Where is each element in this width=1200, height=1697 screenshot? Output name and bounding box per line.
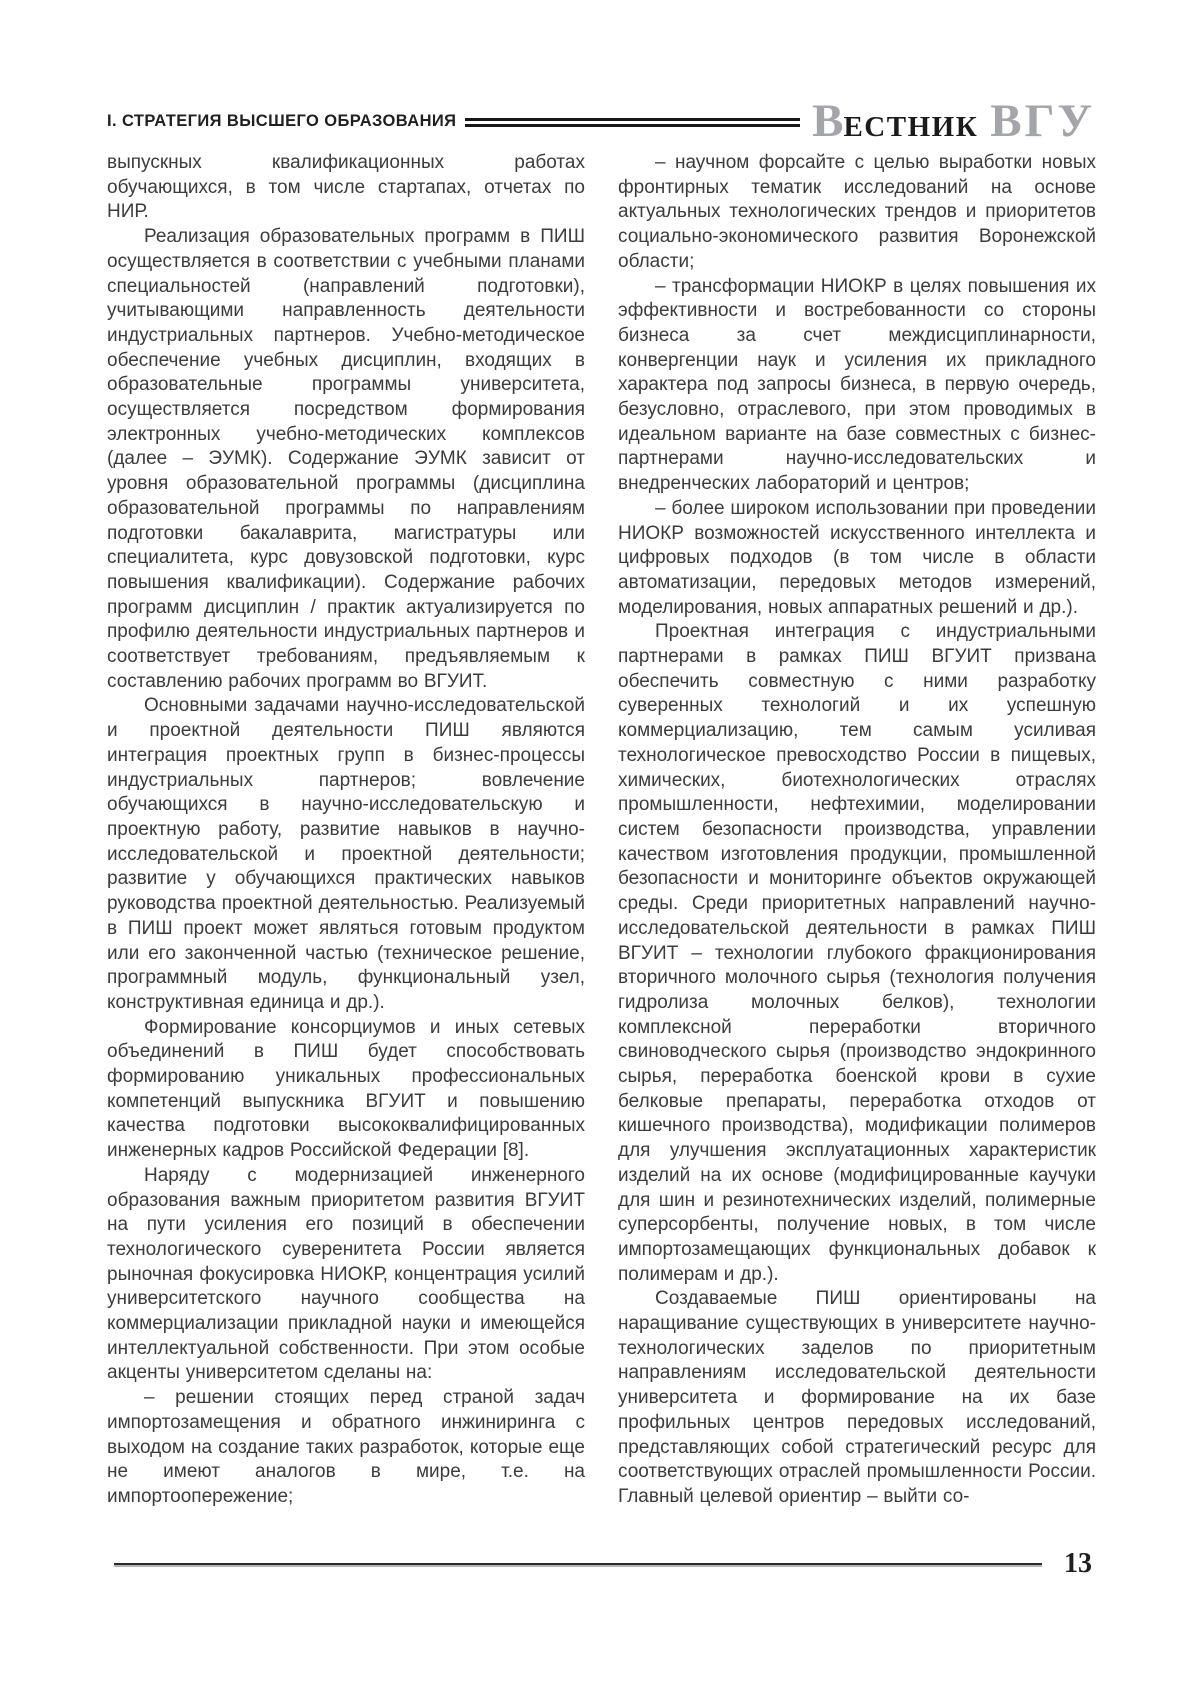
section-title: I. СТРАТЕГИЯ ВЫСШЕГО ОБРАЗОВАНИЯ <box>107 112 457 130</box>
paragraph: Реализация образовательных программ в ПИШ осуществляется в соответствии с учебными планами специальностей (направлений подготовки), учитывающими направленность деятельности индустриальных партнеров. Учебно-методическое обеспечение учебных дисциплин, входящих в образовательные программы университета, осуществляется посредством формирования электронных учебно-методических комплексов (далее – ЭУМК). Содержание ЭУМК зависит от уровня образовательной программы (дисциплина образовательной программы по направлениям подготовки бакалаврита, магистратуры или специалитета, курс довузовской подготовки, курс повышения квалификации). Содержание рабочих программ дисциплин / практик актуализируется по профилю деятельности индустриальных партнеров и соответствует требованиям, предъявляемым к составлению рабочих программ во ВГУИТ. <box>107 226 585 692</box>
right-column <box>618 151 1096 1510</box>
paragraph: – более широком использовании при проведении НИОКР возможностей искусственного интеллекта и цифровых подходов (в том числе в области автоматизации, передовых методов измерений, моделирования, новых аппаратных решений и др.). <box>618 497 1096 618</box>
journal-logo-abbr: ВГУ <box>990 95 1095 147</box>
journal-logo-rest: ЕСТНИК <box>843 111 979 143</box>
page-footer <box>114 1550 1092 1578</box>
page-header <box>107 95 1095 147</box>
paragraph: Проектная интеграция с индустриальными партнерами в рамках ПИШ ВГУИТ призвана обеспечить совместную с ними разработку суверенных технологий и их успешную коммерциализацию, тем самым усиливая технологическое превосходство России в пищевых, химических, биотехнологических отраслях промышленности, нефтехимии, моделировании систем безопасности производства, управлении качеством изготовления продукции, промышленной безопасности и мониторинге объектов окружающей среды. Среди приоритетных направлений научно-исследовательской деятельности в рамках ПИШ ВГУИТ – технологии глубокого фракционирования вторичного молочного сырья (технология получения гидролиза молочных белков), технологии комплексной переработки вторичного свиноводческого сырья (производство эндокринного сырья, переработка боенской крови в сухие белковые препараты, переработка отходов от кишечного производства), модификации полимеров для улучшения эксплуатационных характеристик изделий на их основе (модифицированные каучуки для шин и резинотехнических изделий, полимерные суперсорбенты, получение новых, в том числе импортозамещающих функциональных добавок к полимерам и др.). <box>618 621 1096 1285</box>
journal-logo-initial: В <box>812 95 844 147</box>
article-body <box>107 151 1096 1510</box>
page-number: 13 <box>1064 1548 1092 1579</box>
paragraph: – научном форсайте с целью выработки новых фронтирных тематик исследований на основе актуальных технологических трендов и приоритетов социально-экономического развития Воронежской области; <box>618 152 1096 272</box>
footer-rule <box>114 1563 1042 1566</box>
paragraph: выпускных квалификационных работах обучающихся, в том числе стартапах, отчетах по НИР. <box>107 152 585 223</box>
header-rule <box>465 118 800 127</box>
paragraph: Формирование консорциумов и иных сетевых объединений в ПИШ будет способствовать формированию уникальных профессиональных компетенций выпускника ВГУИТ и повышению качества подготовки высококвалифицированных инженерных кадров Российской Федерации [8]. <box>107 1016 585 1162</box>
paragraph: Наряду с модернизацией инженерного образования важным приоритетом развития ВГУИТ на пути усиления его позиций в обеспечении технологического суверенитета России является рыночная фокусировка НИОКР, концентрация усилий университетского научного сообщества на коммерциализации прикладной науки и имеющейся интеллектуальной собственности. При этом особые акценты университетом сделаны на: <box>107 1164 585 1384</box>
paragraph: Создаваемые ПИШ ориентированы на наращивание существующих в университете научно-технологических заделов по приоритетным направлениям исследовательской деятельности университета и формирование на их базе профильных центров передовых исследований, представляющих собой стратегический ресурс для соответствующих отраслей промышленности России. Главный целевой ориентир – выйти со- <box>618 1288 1096 1507</box>
paragraph: – трансформации НИОКР в целях повышения их эффективности и востребованности со стороны бизнеса за счет междисциплинарности, конвергенции наук и усиления их прикладного характера под запросы бизнеса, в первую очередь, безусловно, отраслевого, при этом проводимых в идеальном варианте на базе совместных с бизнес-партнерами научно-исследовательских и внедренческих лабораторий и центров; <box>618 275 1096 495</box>
journal-logo <box>812 95 1095 147</box>
paragraph: – решении стоящих перед страной задач импортозамещения и обратного инжиниринга с выходом на создание таких разработок, которые еще не имеют аналогов в мире, т.е. на импортоопережение; <box>107 1387 585 1507</box>
paragraph: Основными задачами научно-исследовательской и проектной деятельности ПИШ являются интеграция проектных групп в бизнес-процессы индустриальных партнеров; вовлечение обучающихся в научно-исследовательскую и проектную работу, развитие навыков в научно-исследовательской и проектной деятельности; развитие у обучающихся практических навыков руководства проектной деятельностью. Реализуемый в ПИШ проект может являться готовым продуктом или его законченной частью (техническое решение, программный модуль, функциональный узел, конструктивная единица и др.). <box>107 695 585 1013</box>
left-column <box>107 151 585 1510</box>
